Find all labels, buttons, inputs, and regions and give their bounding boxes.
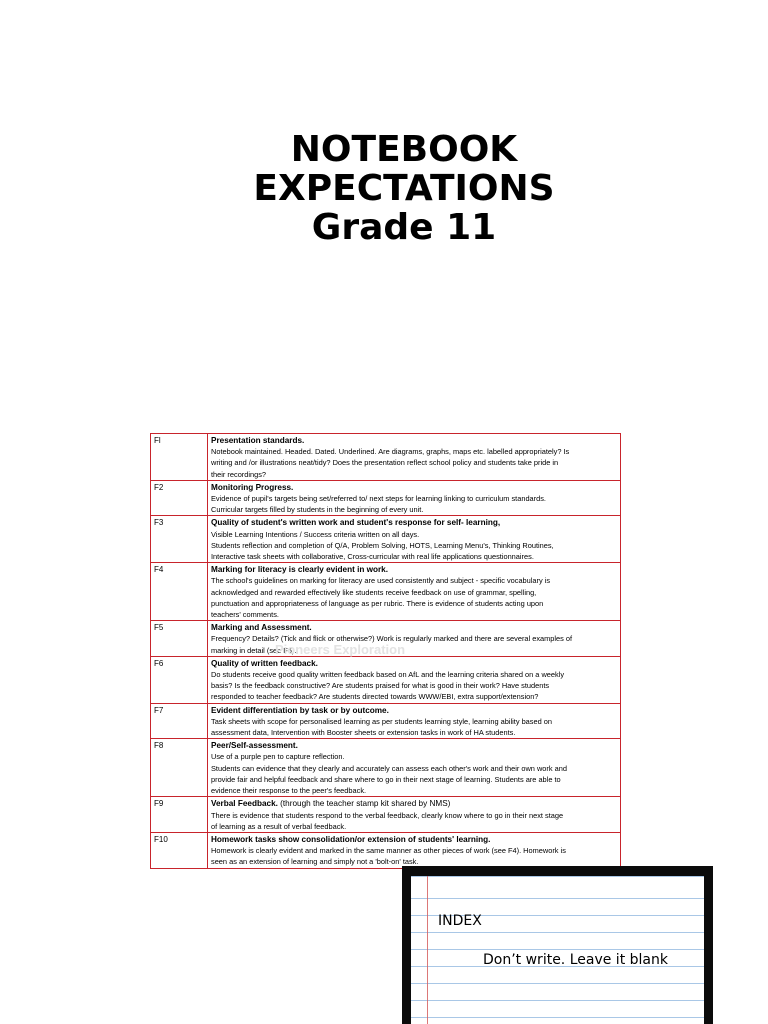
criterion-text-line: Task sheets with scope for personalised learning as per students learning style, learning ability based on [211, 716, 552, 726]
title-line-2: EXPECTATIONS [253, 168, 555, 209]
criterion-heading-note: (through the teacher stamp kit shared by NMS) [277, 799, 451, 809]
criterion-heading [211, 435, 617, 446]
lined-paper [411, 876, 704, 1024]
criterion-heading-text: Homework tasks show consolidation/or extension of students' learning. [211, 834, 491, 844]
criterion-text-line: punctuation and appropriateness of language as per rubric. There is evidence of students acting upon [211, 598, 544, 608]
criterion-text-line: Frequency? Details? (Tick and flick or otherwise?) Work is regularly marked and there are several examples of [211, 634, 573, 644]
criterion-text-line: of learning as a result of verbal feedback. [211, 821, 347, 831]
criterion-text-line: Use of a purple pen to capture reflection. [211, 752, 345, 762]
criterion-text-line: their recordings? [211, 469, 267, 479]
criterion-description [208, 563, 621, 621]
criterion-text-line: evidence their response to the peer's feedback. [211, 786, 367, 796]
criterion-heading-text: Quality of written feedback. [211, 658, 318, 668]
criterion-text-line: assessment data, Intervention with Booster sheets or extension tasks in work of HA students. [211, 728, 516, 738]
table-row [151, 480, 621, 516]
criterion-heading [211, 798, 617, 809]
criterion-text-line: Notebook maintained. Headed. Dated. Underlined. Are diagrams, graphs, maps etc. labelled appropriately? Is [211, 447, 570, 457]
criterion-text-line: Homework is clearly evident and marked in the same manner as other pieces of work (see F4). Homework is [211, 846, 566, 856]
criterion-heading-text: Presentation standards. [211, 436, 305, 445]
criterion-heading [211, 658, 617, 669]
criterion-heading-text: Monitoring Progress. [211, 482, 294, 492]
criterion-code: F3 [151, 516, 208, 563]
criterion-description [208, 621, 621, 657]
criterion-code: F10 [151, 832, 208, 868]
criterion-text-line: Curricular targets filled by students in the beginning of every unit. [211, 505, 424, 515]
criterion-code: F7 [151, 703, 208, 739]
criterion-description [208, 832, 621, 868]
criterion-code: F5 [151, 621, 208, 657]
criterion-code: Fl [151, 434, 208, 481]
index-notebook-page [402, 866, 713, 1024]
criterion-code: F8 [151, 739, 208, 797]
criterion-code: F2 [151, 480, 208, 516]
criterion-description [208, 739, 621, 797]
criterion-text-line: seen as an extension of learning and simply not a 'bolt-on' task. [211, 857, 419, 867]
watermark-text: Pioneers Exploration [275, 642, 406, 657]
criterion-description [208, 703, 621, 739]
criterion-description [208, 480, 621, 516]
criterion-text-line: Interactive task sheets with collaborative, Cross-curricular with real life applications questionnaires. [211, 552, 534, 562]
table-row [151, 703, 621, 739]
criterion-text-line: marking in detail (see F6). [211, 645, 297, 655]
criterion-heading-text: Peer/Self-assessment. [211, 741, 298, 751]
criterion-text-line: provide fair and helpful feedback and share where to go in their next stage of learning. Students are able to [211, 774, 561, 784]
criterion-description [208, 516, 621, 563]
table-row [151, 656, 621, 703]
criterion-text-line: Students can evidence that they clearly and accurately can assess each other's work and their own work and [211, 763, 567, 773]
criterion-heading [211, 705, 617, 716]
criterion-heading [211, 517, 617, 528]
criterion-heading-text: Marking for literacy is clearly evident in work. [211, 565, 389, 575]
criterion-heading [211, 482, 617, 493]
criterion-code: F9 [151, 797, 208, 833]
criterion-code: F6 [151, 656, 208, 703]
table-row [151, 516, 621, 563]
criterion-heading [211, 834, 617, 845]
criterion-description [208, 797, 621, 833]
criterion-text-line: The school's guidelines on marking for literacy are used consistently and subject - specific vocabulary is [211, 576, 551, 586]
table-row [151, 434, 621, 481]
criterion-text-line: There is evidence that students respond to the verbal feedback, clearly know where to go in their next stage [211, 810, 564, 820]
criterion-heading [211, 622, 617, 633]
page-title [0, 130, 768, 247]
criterion-heading [211, 740, 617, 751]
criterion-text-line: Visible Learning Intentions / Success criteria written on all days. [211, 529, 420, 539]
criterion-heading-text: Verbal Feedback. [211, 799, 278, 809]
criterion-heading-text: Evident differentiation by task or by outcome. [211, 705, 389, 715]
criterion-text-line: Evidence of pupil's targets being set/referred to/ next steps for learning linking to curriculum standards. [211, 494, 546, 504]
criterion-code: F4 [151, 563, 208, 621]
index-label: INDEX [438, 913, 482, 929]
criterion-heading [211, 564, 617, 575]
table-row [151, 832, 621, 868]
title-line-1: NOTEBOOK [290, 129, 518, 170]
table-row [151, 563, 621, 621]
criterion-heading-text: Quality of student's written work and student's response for self- learning, [211, 518, 501, 528]
criterion-heading-text: Marking and Assessment. [211, 623, 312, 633]
criterion-description [208, 656, 621, 703]
criterion-text-line: writing and /or illustrations neat/tidy? Does the presentation reflect school policy and students take pride in [211, 458, 559, 468]
criterion-text-line: Students reflection and completion of Q/A, Problem Solving, HOTS, Learning Menu's, Thinking Routines, [211, 540, 554, 550]
criterion-description [208, 434, 621, 481]
title-line-3: Grade 11 [311, 207, 497, 248]
criterion-text-line: basis? Is the feedback constructive? Are students praised for what is good in their work? Have students [211, 681, 550, 691]
table-row [151, 739, 621, 797]
index-instruction: Don’t write. Leave it blank [483, 952, 668, 968]
criterion-text-line: teachers' comments. [211, 610, 279, 620]
criterion-text-line: acknowledged and rewarded effectively like students receive feedback on use of grammar, spelling, [211, 587, 537, 597]
criterion-text-line: Do students receive good quality written feedback based on AfL and the learning criteria shared on a weekly [211, 670, 565, 680]
table-row [151, 797, 621, 833]
criterion-text-line: responded to teacher feedback? Are students directed towards WWW/EBI, extra support/extension? [211, 692, 539, 702]
